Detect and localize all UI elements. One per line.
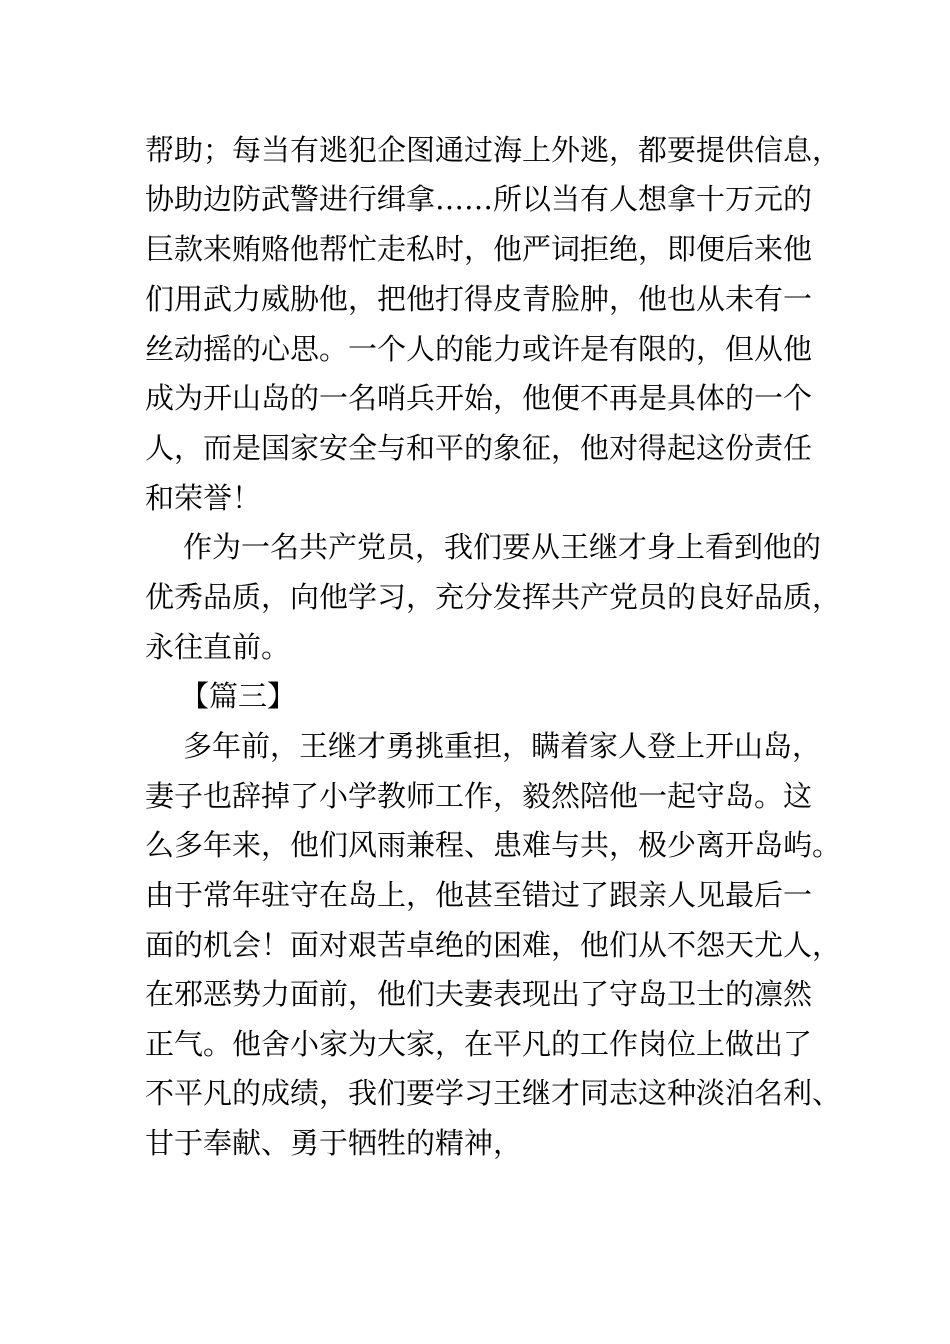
paragraph-first-line: 多年前，王继才勇挑重担，瞒着家人登上开山岛， <box>183 729 822 763</box>
text-line: 帮助；每当有逃犯企图通过海上外逃，都要提供信息， <box>145 133 842 167</box>
text-line: 甘于奉献、勇于牺牲的精神， <box>145 1126 523 1160</box>
section-heading: 【篇三】 <box>180 679 297 713</box>
text-line: 妻子也辞掉了小学教师工作，毅然陪他一起守岛。这 <box>145 779 813 813</box>
text-line: 永往直前。 <box>145 630 291 664</box>
text-line: 优秀品质，向他学习，充分发挥共产党员的良好品质， <box>145 580 842 614</box>
text-line: 巨款来贿赂他帮忙走私时，他严词拒绝，即便后来他 <box>145 232 813 266</box>
text-line: 人，而是国家安全与和平的象征，他对得起这份责任 <box>145 431 813 465</box>
text-line: 协助边防武警进行缉拿……所以当有人想拿十万元的 <box>145 182 813 216</box>
text-line: 么多年来，他们风雨兼程、患难与共，极少离开岛屿。 <box>145 828 842 862</box>
paragraph-first-line: 作为一名共产党员，我们要从王继才身上看到他的 <box>183 530 822 564</box>
text-line: 面的机会！面对艰苦卓绝的困难，他们从不怨天尤人， <box>145 928 842 962</box>
text-line: 在邪恶势力面前，他们夫妻表现出了守岛卫士的凛然 <box>145 977 813 1011</box>
text-line: 们用武力威胁他，把他打得皮青脸肿，他也从未有一 <box>145 282 813 316</box>
text-line: 不平凡的成绩，我们要学习王继才同志这种淡泊名利、 <box>145 1076 842 1110</box>
text-line: 丝动摇的心思。一个人的能力或许是有限的，但从他 <box>145 332 813 366</box>
text-line: 成为开山岛的一名哨兵开始，他便不再是具体的一个 <box>145 381 813 415</box>
text-line: 由于常年驻守在岛上，他甚至错过了跟亲人见最后一 <box>145 878 813 912</box>
text-line: 正气。他舍小家为大家，在平凡的工作岗位上做出了 <box>145 1027 813 1061</box>
text-line: 和荣誉！ <box>145 481 262 515</box>
